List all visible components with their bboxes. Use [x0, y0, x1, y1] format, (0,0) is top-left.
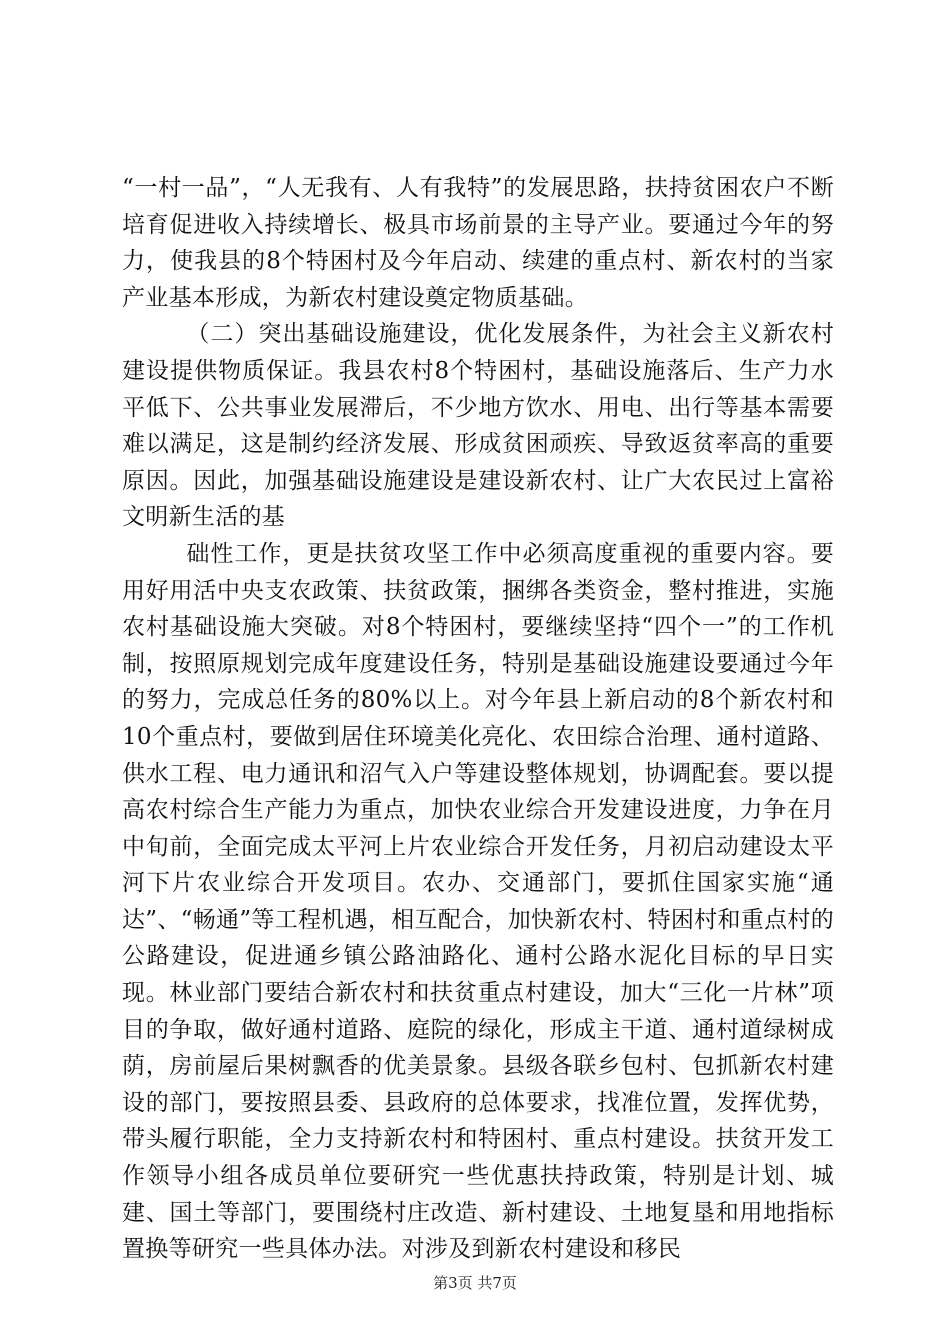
paragraph-infrastructure: 础性工作，更是扶贫攻坚工作中必须高度重视的重要内容。要用好用活中央支农政策、扶贫政策，捆绑各类资金，整村推进，实施农村基础设施大突破。对8个特困村，要继续坚持“四个一”的工作机制，按照原规划完成年度建设任务，特别是基础设施建设要通过今年的努力，完成总任务的80%以上。对今年县上新启动的8个新农村和10个重点村，要做到居住环境美化亮化、农田综合治理、通村道路、供水工程、电力通讯和沼气入户等建设整体规划，协调配套。要以提高农村综合生产能力为重点，加快农业综合开发建设进度，力争在月中旬前，全面完成太平河上片农业综合开发任务，月初启动建设太平河下片农业综合开发项目。农办、交通部门，要抓住国家实施“通达”、“畅通”等工程机遇，相互配合，加快新农村、特困村和重点村的公路建设，促进通乡镇公路油路化、通村公路水泥化目标的早日实现。林业部门要结合新农村和扶贫重点村建设，加大“三化一片林”项目的争取，做好通村道路、庭院的绿化，形成主干道、通村道绿树成荫，房前屋后果树飘香的优美景象。县级各联乡包村、包抓新农村建设的部门，要按照县委、县政府的总体要求，找准位置，发挥优势，带头履行职能，全力支持新农村和特困村、重点村建设。扶贫开发工作领导小组各成员单位要研究一些优惠扶持政策，特别是计划、城建、国土等部门，要围绕村庄改造、新村建设、土地复垦和用地指标置换等研究一些具体办法。对涉及到新农村建设和移民 [122, 540, 834, 1263]
page-footer: 第3页 共7页 [433, 1274, 517, 1292]
paragraph-continuation: “一村一品”，“人无我有、人有我特”的发展思路，扶持贫困农户不断培育促进收入持续增长、极具市场前景的主导产业。要通过今年的努力，使我县的8个特困村及今年启动、续建的重点村、新农村的当家产业基本形成，为新农村建设奠定物质基础。 [122, 175, 834, 311]
document-body [122, 170, 834, 1268]
paragraph-section-two: （二）突出基础设施建设，优化发展条件，为社会主义新农村建设提供物质保证。我县农村8个特困村，基础设施落后、生产力水平低下、公共事业发展滞后，不少地方饮水、用电、出行等基本需要难以满足，这是制约经济发展、形成贫困顽疾、导致返贫率高的重要原因。因此，加强基础设施建设是建设新农村、让广大农民过上富裕文明新生活的基 [122, 321, 834, 531]
